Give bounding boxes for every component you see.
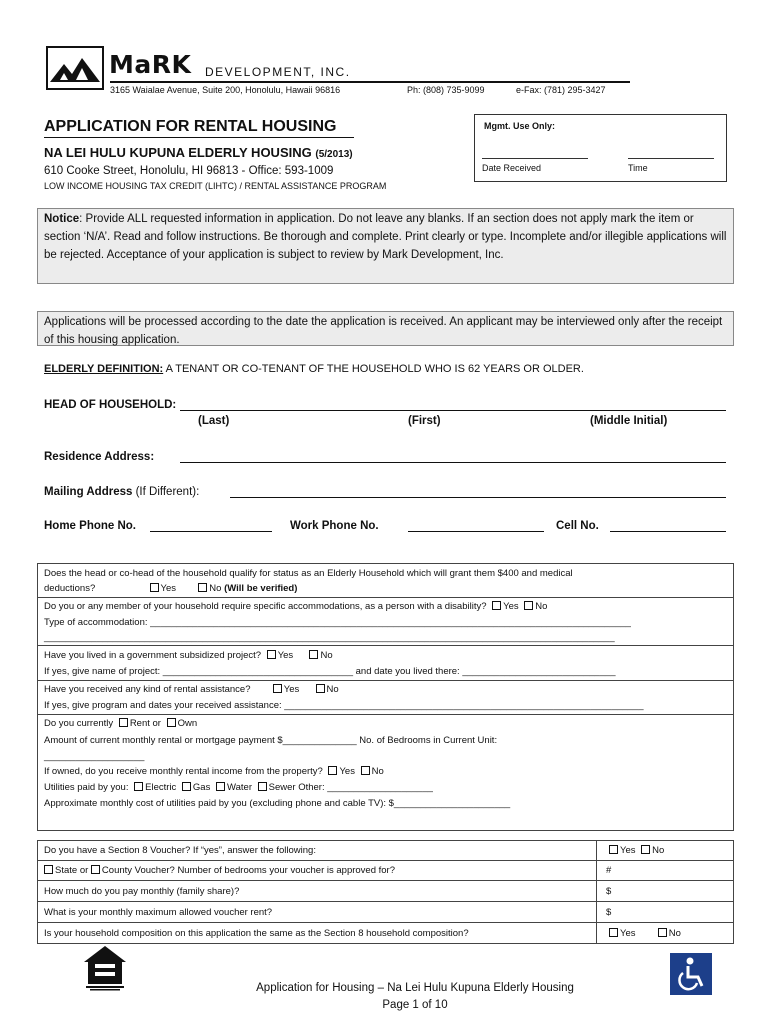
accommodation-type-field[interactable]: Type of accommodation: ___________________________________________________________________________________________ xyxy=(44,617,631,628)
utilities-question: Utilities paid by you: xyxy=(44,782,129,793)
mountain-logo-icon xyxy=(46,46,104,90)
no-label: No xyxy=(371,766,384,777)
last-name-label: (Last) xyxy=(198,415,230,427)
work-phone-label: Work Phone No. xyxy=(290,520,379,532)
household-composition-question: Is your household composition on this application the same as the Section 8 household composition? xyxy=(44,928,469,939)
subsidized-yes-checkbox[interactable] xyxy=(267,650,276,659)
first-name-label: (First) xyxy=(408,415,441,427)
gas-checkbox[interactable] xyxy=(182,782,191,791)
questions-divider xyxy=(37,597,734,598)
yes-label: Yes xyxy=(339,766,355,777)
voucher-bedrooms-field[interactable]: # xyxy=(606,865,612,876)
date-received-label: Date Received xyxy=(482,163,542,173)
rental-assistance-question: Have you received any kind of rental assistance? xyxy=(44,684,251,695)
family-share-question: How much do you pay monthly (family share)? xyxy=(44,886,240,897)
no-label: No xyxy=(320,650,333,661)
company-efax: e-Fax: (781) 295-3427 xyxy=(516,85,606,95)
time-line[interactable] xyxy=(628,158,714,159)
no-label: No xyxy=(535,601,548,612)
revision-date: (5/2013) xyxy=(315,149,353,160)
utilities-cost-field[interactable]: Approximate monthly cost of utilities paid by you (excluding phone and cable TV): $______________________ xyxy=(44,798,511,809)
subtitle-text: NA LEI HULU KUPUNA ELDERLY HOUSING xyxy=(44,145,312,160)
letterhead-rule xyxy=(110,81,630,83)
site-address: 610 Cooke Street, Honolulu, HI 96813 - Office: 593-1009 xyxy=(44,165,334,177)
state-label: State or xyxy=(55,865,89,876)
rental-assistance-yes-checkbox[interactable] xyxy=(273,684,282,693)
monthly-payment-field[interactable]: Amount of current monthly rental or mortgage payment $______________ No. of Bedrooms in Current Unit: xyxy=(44,735,498,746)
gas-label: Gas xyxy=(192,782,211,793)
footer-title: Application for Housing – Na Lei Hulu Kupuna Elderly Housing xyxy=(256,982,574,994)
deductions-label: deductions? xyxy=(44,583,96,594)
residence-address-label: Residence Address: xyxy=(44,451,155,463)
form-title: APPLICATION FOR RENTAL HOUSING xyxy=(44,118,337,135)
sewer-checkbox[interactable] xyxy=(258,782,267,791)
electric-label: Electric xyxy=(145,782,177,793)
no-label: No xyxy=(652,845,665,856)
bedrooms-field[interactable]: ___________________ xyxy=(44,751,145,762)
section8-answer xyxy=(606,844,664,857)
composition-answer xyxy=(606,927,681,940)
company-phone: Ph: (808) 735-9099 xyxy=(407,85,485,95)
section8-row-divider xyxy=(37,860,734,861)
elderly-text: A TENANT OR CO-TENANT OF THE HOUSEHOLD WHO IS 62 YEARS OR OLDER. xyxy=(163,363,584,375)
no-label: No xyxy=(326,684,339,695)
notice-box xyxy=(37,208,734,284)
cell-phone-field[interactable] xyxy=(610,531,726,532)
rental-income-question: If owned, do you receive monthly rental income from the property? xyxy=(44,766,323,777)
q-rental-income xyxy=(44,765,384,778)
subsidized-question: Have you lived in a government subsidized project? xyxy=(44,650,262,661)
accommodation-question: Do you or any member of your household require specific accommodations, as a person with a disability? xyxy=(44,601,487,612)
processing-notice: Applications will be processed according to the date the application is received. An applicant may be interviewed only after the receipt of this housing application. xyxy=(37,311,734,346)
project-name-field[interactable]: If yes, give name of project: ____________________________________ and date you lived there: _____________________________ xyxy=(44,666,616,677)
work-phone-field[interactable] xyxy=(408,531,544,532)
section8-no-checkbox[interactable] xyxy=(641,845,650,854)
own-label: Own xyxy=(177,718,198,729)
electric-checkbox[interactable] xyxy=(134,782,143,791)
elderly-yes-checkbox[interactable] xyxy=(150,583,159,592)
no-label: No xyxy=(668,928,681,939)
rental-assistance-no-checkbox[interactable] xyxy=(316,684,325,693)
head-of-household-field[interactable] xyxy=(180,410,726,411)
date-received-line[interactable] xyxy=(482,158,588,159)
county-voucher-checkbox[interactable] xyxy=(91,865,100,874)
composition-yes-checkbox[interactable] xyxy=(609,928,618,937)
questions-divider xyxy=(37,714,734,715)
q-rental-assistance xyxy=(44,683,339,696)
county-label: County Voucher? Number of bedrooms your voucher is approved for? xyxy=(101,865,395,876)
yes-label: Yes xyxy=(620,928,636,939)
yes-label: Yes xyxy=(620,845,636,856)
yes-label: Yes xyxy=(503,601,519,612)
accommodation-yes-checkbox[interactable] xyxy=(492,601,501,610)
rent-label: Rent or xyxy=(129,718,161,729)
no-label: No xyxy=(209,583,222,594)
q-accommodation xyxy=(44,600,547,613)
assistance-program-field[interactable]: If yes, give program and dates your received assistance: ____________________________________________________________________ xyxy=(44,700,644,711)
accommodation-type-field-2[interactable]: ____________________________________________________________________________________________________________ xyxy=(44,632,615,643)
page-number: Page 1 of 10 xyxy=(382,999,448,1011)
voucher-rent-question: What is your monthly maximum allowed voucher rent? xyxy=(44,907,273,918)
rental-income-yes-checkbox[interactable] xyxy=(328,766,337,775)
voucher-type-question xyxy=(44,864,395,877)
subsidized-no-checkbox[interactable] xyxy=(309,650,318,659)
voucher-rent-field[interactable]: $ xyxy=(606,907,612,918)
family-share-field[interactable]: $ xyxy=(606,886,612,897)
brand-name: MaRK xyxy=(109,50,192,79)
residence-address-field[interactable] xyxy=(180,462,726,463)
program-name: LOW INCOME HOUSING TAX CREDIT (LIHTC) / RENTAL ASSISTANCE PROGRAM xyxy=(44,181,387,191)
sewer-label: Sewer xyxy=(268,782,296,793)
rent-own-question: Do you currently xyxy=(44,718,114,729)
questions-divider xyxy=(37,680,734,681)
cell-phone-label: Cell No. xyxy=(556,520,599,532)
company-address: 3165 Waialae Avenue, Suite 200, Honolulu, Hawaii 96816 xyxy=(110,85,341,95)
mgmt-label: Mgmt. Use Only: xyxy=(484,121,556,131)
mailing-address-label xyxy=(44,485,199,499)
notice-label: Notice xyxy=(44,213,80,225)
notice-text: : Provide ALL requested information in application. Do not leave any blanks. If an section does not apply mark the item or section ‘N/A’. Read and follow instructions. Be thorough and complete. Print clearly or type. Incomplete and/or illegible applications will be rejected. Acceptance of your application is subject to review by Mark Development, Inc. xyxy=(44,213,727,261)
elderly-definition xyxy=(44,362,584,376)
rental-income-no-checkbox[interactable] xyxy=(361,766,370,775)
middle-initial-label: (Middle Initial) xyxy=(590,415,668,427)
section8-row-divider xyxy=(37,922,734,923)
home-phone-field[interactable] xyxy=(150,531,272,532)
elderly-label: ELDERLY DEFINITION: xyxy=(44,363,164,375)
section8-row-divider xyxy=(37,880,734,881)
time-label: Time xyxy=(628,163,648,173)
own-checkbox[interactable] xyxy=(167,718,176,727)
will-be-verified: (Will be verified) xyxy=(224,583,298,594)
yes-label: Yes xyxy=(160,583,177,594)
q-utilities xyxy=(44,781,433,794)
section8-yes-checkbox[interactable] xyxy=(609,845,618,854)
section8-question: Do you have a Section 8 Voucher? If “yes”, answer the following: xyxy=(44,845,316,856)
home-phone-label: Home Phone No. xyxy=(44,520,137,532)
section8-row-divider xyxy=(37,901,734,902)
form-subtitle xyxy=(44,144,353,164)
mailing-label-text: Mailing Address xyxy=(44,486,133,498)
q-subsidized-project xyxy=(44,649,333,662)
state-voucher-checkbox[interactable] xyxy=(44,865,53,874)
elderly-no-checkbox[interactable] xyxy=(198,583,207,592)
q-rent-or-own xyxy=(44,717,197,730)
title-underline xyxy=(44,137,354,138)
mailing-note: (If Different): xyxy=(132,486,200,498)
composition-no-checkbox[interactable] xyxy=(658,928,667,937)
water-checkbox[interactable] xyxy=(216,782,225,791)
other-utilities-field[interactable]: Other: ____________________ xyxy=(298,782,433,793)
brand-subtitle: DEVELOPMENT, INC. xyxy=(205,65,351,79)
water-label: Water xyxy=(227,782,252,793)
rent-checkbox[interactable] xyxy=(119,718,128,727)
head-of-household-label: HEAD OF HOUSEHOLD: xyxy=(44,399,177,411)
accommodation-no-checkbox[interactable] xyxy=(524,601,533,610)
yes-label: Yes xyxy=(277,650,294,661)
q-elderly-answer xyxy=(44,582,297,595)
questions-divider xyxy=(37,645,734,646)
yes-label: Yes xyxy=(283,684,300,695)
section8-column-divider xyxy=(596,840,597,944)
q-elderly-status: Does the head or co-head of the household qualify for status as an Elderly Household which will grant them $400 and medical xyxy=(44,568,573,579)
mailing-address-field[interactable] xyxy=(230,497,726,498)
